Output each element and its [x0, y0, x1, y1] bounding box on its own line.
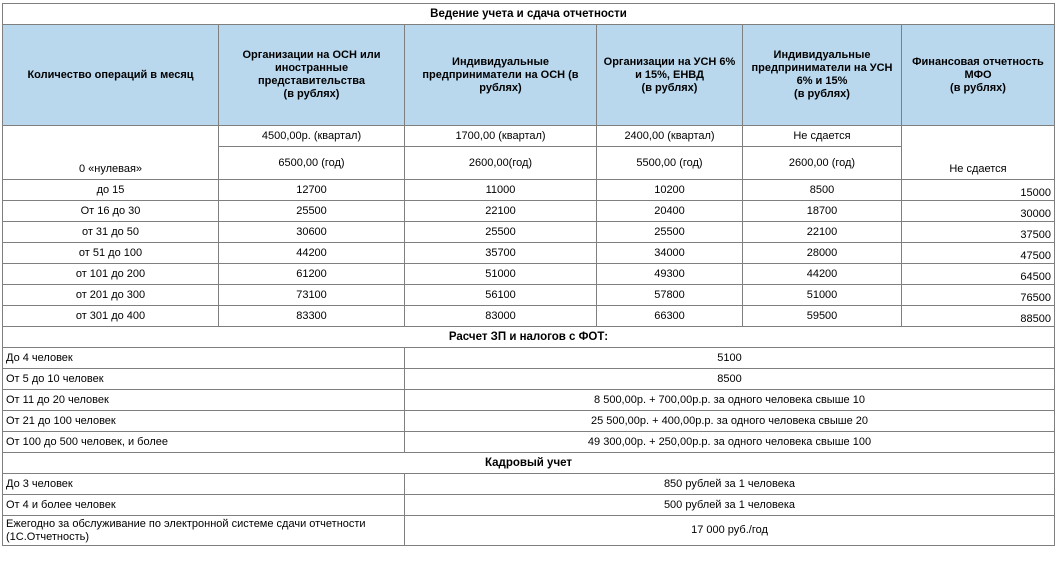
- header-ip-usn: Индивидуальные предприниматели на УСН 6% и 15% (в рублях): [743, 25, 902, 126]
- zero-quarter-org-usn: 2400,00 (квартал): [597, 126, 743, 147]
- cell-ip-osn: 56100: [405, 285, 597, 306]
- payroll-row: [3, 411, 1055, 432]
- zero-quarter-ip-usn: Не сдается: [743, 126, 902, 147]
- zero-quarter-ip-osn: 1700,00 (квартал): [405, 126, 597, 147]
- cell-ip-usn: 28000: [743, 243, 902, 264]
- cell-mfo: 64500: [902, 264, 1055, 285]
- payroll-row: [3, 348, 1055, 369]
- row-label: от 201 до 300: [3, 285, 219, 306]
- table-row: [3, 180, 1055, 201]
- cell-ip-osn: 83000: [405, 306, 597, 327]
- pricing-table: [2, 3, 1055, 546]
- cell-mfo: 47500: [902, 243, 1055, 264]
- cell-mfo: 76500: [902, 285, 1055, 306]
- hr-value: 850 рублей за 1 человека: [405, 474, 1055, 495]
- row-label: От 16 до 30: [3, 201, 219, 222]
- zero-year-ip-usn: 2600,00 (год): [743, 147, 902, 180]
- cell-org-usn: 34000: [597, 243, 743, 264]
- cell-mfo: 88500: [902, 306, 1055, 327]
- header-row: [3, 25, 1055, 126]
- zero-row-quarter: [3, 126, 1055, 147]
- table-row: [3, 201, 1055, 222]
- hr-row: [3, 495, 1055, 516]
- row-label: от 31 до 50: [3, 222, 219, 243]
- cell-org-usn: 49300: [597, 264, 743, 285]
- hr-row: [3, 516, 1055, 546]
- section-title-payroll: Расчет ЗП и налогов с ФОТ:: [3, 327, 1055, 348]
- payroll-label: От 100 до 500 человек, и более: [3, 432, 405, 453]
- payroll-value: 8500: [405, 369, 1055, 390]
- row-label: от 101 до 200: [3, 264, 219, 285]
- payroll-label: От 5 до 10 человек: [3, 369, 405, 390]
- cell-ip-usn: 18700: [743, 201, 902, 222]
- payroll-label: От 21 до 100 человек: [3, 411, 405, 432]
- cell-mfo: 37500: [902, 222, 1055, 243]
- cell-org-osn: 44200: [219, 243, 405, 264]
- zero-year-org-osn: 6500,00 (год): [219, 147, 405, 180]
- hr-label: От 4 и более человек: [3, 495, 405, 516]
- payroll-row: [3, 432, 1055, 453]
- section-title-accounting: Ведение учета и сдача отчетности: [3, 4, 1055, 25]
- hr-label: Ежегодно за обслуживание по электронной системе сдачи отчетности (1С.Отчетность): [3, 516, 405, 546]
- cell-ip-usn: 8500: [743, 180, 902, 201]
- cell-ip-osn: 25500: [405, 222, 597, 243]
- cell-ip-usn: 51000: [743, 285, 902, 306]
- cell-org-osn: 61200: [219, 264, 405, 285]
- payroll-label: До 4 человек: [3, 348, 405, 369]
- cell-ip-usn: 59500: [743, 306, 902, 327]
- payroll-value: 25 500,00р. + 400,00р.р. за одного человека свыше 20: [405, 411, 1055, 432]
- header-ip-osn: Индивидуальные предприниматели на ОСН (в рублях): [405, 25, 597, 126]
- section-title-hr: Кадровый учет: [3, 453, 1055, 474]
- payroll-row: [3, 390, 1055, 411]
- cell-org-osn: 73100: [219, 285, 405, 306]
- cell-org-usn: 10200: [597, 180, 743, 201]
- zero-row-label: 0 «нулевая»: [3, 126, 219, 180]
- cell-ip-osn: 35700: [405, 243, 597, 264]
- table-row: [3, 222, 1055, 243]
- row-label: от 51 до 100: [3, 243, 219, 264]
- payroll-value: 49 300,00р. + 250,00р.р. за одного человека свыше 100: [405, 432, 1055, 453]
- payroll-value: 8 500,00р. + 700,00р.р. за одного человека свыше 10: [405, 390, 1055, 411]
- row-label: от 301 до 400: [3, 306, 219, 327]
- cell-org-usn: 66300: [597, 306, 743, 327]
- payroll-label: От 11 до 20 человек: [3, 390, 405, 411]
- header-org-osn: Организации на ОСН или иностранные представительства (в рублях): [219, 25, 405, 126]
- cell-org-osn: 12700: [219, 180, 405, 201]
- hr-label: До 3 человек: [3, 474, 405, 495]
- cell-org-osn: 25500: [219, 201, 405, 222]
- cell-ip-osn: 11000: [405, 180, 597, 201]
- cell-ip-usn: 44200: [743, 264, 902, 285]
- cell-org-usn: 20400: [597, 201, 743, 222]
- cell-ip-osn: 51000: [405, 264, 597, 285]
- hr-row: [3, 474, 1055, 495]
- cell-mfo: 30000: [902, 201, 1055, 222]
- cell-ip-usn: 22100: [743, 222, 902, 243]
- payroll-value: 5100: [405, 348, 1055, 369]
- header-mfo: Финансовая отчетность МФО (в рублях): [902, 25, 1055, 126]
- table-row: [3, 243, 1055, 264]
- zero-year-org-usn: 5500,00 (год): [597, 147, 743, 180]
- hr-value: 17 000 руб./год: [405, 516, 1055, 546]
- header-operations: Количество операций в месяц: [3, 25, 219, 126]
- row-label: до 15: [3, 180, 219, 201]
- cell-org-osn: 30600: [219, 222, 405, 243]
- table-row: [3, 306, 1055, 327]
- cell-mfo: 15000: [902, 180, 1055, 201]
- cell-org-usn: 57800: [597, 285, 743, 306]
- cell-org-osn: 83300: [219, 306, 405, 327]
- cell-org-usn: 25500: [597, 222, 743, 243]
- zero-year-ip-osn: 2600,00(год): [405, 147, 597, 180]
- cell-ip-osn: 22100: [405, 201, 597, 222]
- zero-mfo: Не сдается: [902, 126, 1055, 180]
- zero-quarter-org-osn: 4500,00р. (квартал): [219, 126, 405, 147]
- table-row: [3, 264, 1055, 285]
- hr-value: 500 рублей за 1 человека: [405, 495, 1055, 516]
- payroll-row: [3, 369, 1055, 390]
- table-row: [3, 285, 1055, 306]
- header-org-usn: Организации на УСН 6% и 15%, ЕНВД (в рублях): [597, 25, 743, 126]
